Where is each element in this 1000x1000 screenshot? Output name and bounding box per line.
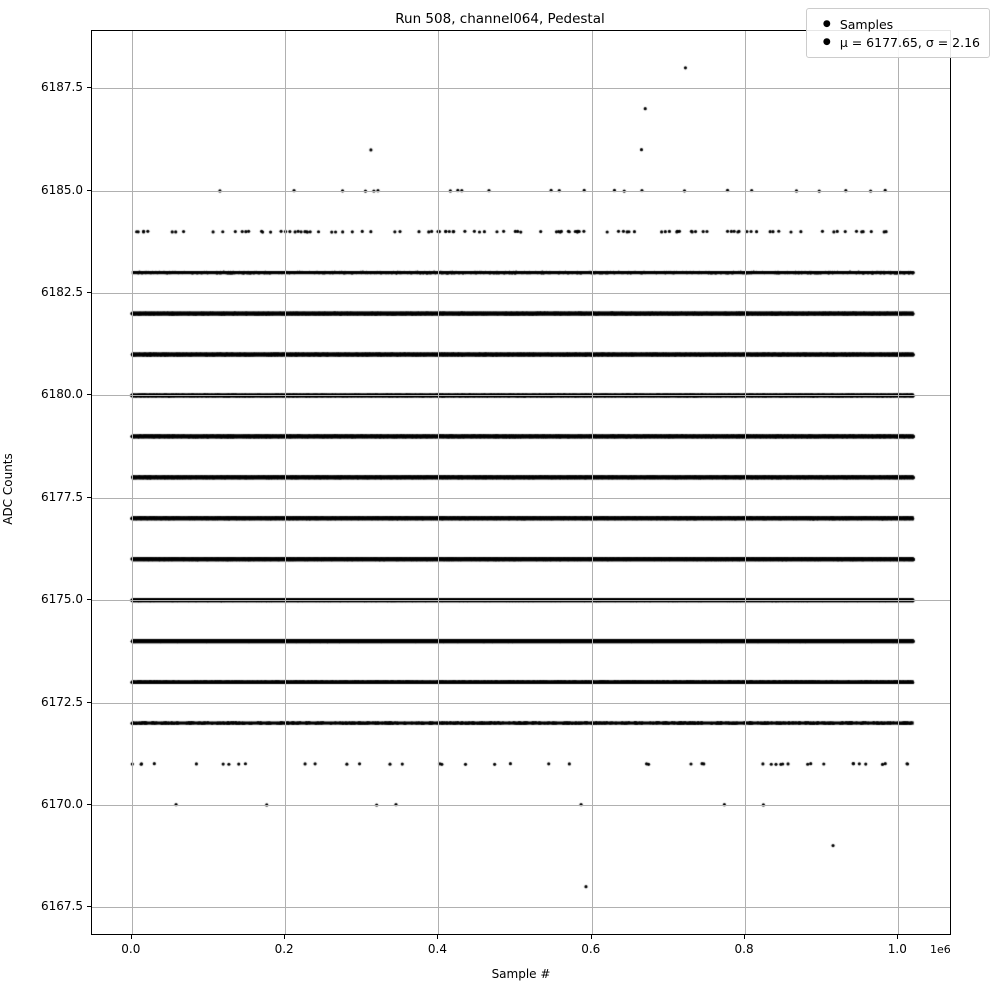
y-tick-label: 6175.0 — [41, 592, 83, 607]
y-tick-label: 6185.0 — [41, 182, 83, 197]
x-tick-label: 1.0 — [887, 942, 907, 956]
gridline-vertical — [898, 31, 899, 934]
x-tick-label: 0.0 — [121, 942, 141, 956]
legend-item-label: μ = 6177.65, σ = 2.16 — [839, 34, 980, 50]
y-tick-label: 6180.0 — [41, 387, 83, 402]
gridline-horizontal — [92, 805, 950, 806]
gridline-horizontal — [92, 293, 950, 294]
y-tick-label: 6167.5 — [41, 899, 83, 914]
point-marker-icon: ● — [822, 36, 831, 47]
x-tick-label: 0.4 — [427, 942, 447, 956]
gridline-vertical — [438, 31, 439, 934]
legend-item-label: Samples — [839, 16, 894, 32]
gridline-horizontal — [92, 703, 950, 704]
x-tick-label: 0.2 — [274, 942, 294, 956]
y-tick-mark — [87, 702, 91, 703]
x-axis-exponent-label: 1e6 — [930, 943, 951, 956]
gridline-vertical — [745, 31, 746, 934]
x-tick-label: 0.6 — [581, 942, 601, 956]
y-tick-mark — [87, 599, 91, 600]
y-tick-mark — [87, 394, 91, 395]
y-tick-mark — [87, 292, 91, 293]
y-axis-label: ADC Counts — [1, 453, 15, 525]
y-tick-label: 6187.5 — [41, 80, 83, 95]
legend-item-samples — [814, 15, 980, 33]
gridline-horizontal — [92, 395, 950, 396]
y-tick-label: 6177.5 — [41, 489, 83, 504]
gridline-vertical — [285, 31, 286, 934]
page-title: Run 508, channel064, Pedestal — [395, 11, 605, 27]
y-tick-mark — [87, 804, 91, 805]
gridline-horizontal — [92, 907, 950, 908]
gridline-horizontal — [92, 88, 950, 89]
gridline-vertical — [592, 31, 593, 934]
legend — [806, 8, 990, 58]
y-tick-mark — [87, 87, 91, 88]
gridline-horizontal — [92, 498, 950, 499]
plot-area — [91, 30, 951, 935]
x-tick-mark — [591, 935, 592, 939]
x-tick-mark — [437, 935, 438, 939]
x-tick-mark — [897, 935, 898, 939]
x-axis-label: Sample # — [491, 967, 551, 981]
x-tick-mark — [131, 935, 132, 939]
x-tick-mark — [284, 935, 285, 939]
y-tick-mark — [87, 906, 91, 907]
gridline-horizontal — [92, 600, 950, 601]
x-tick-label: 0.8 — [734, 942, 754, 956]
y-tick-label: 6182.5 — [41, 285, 83, 300]
scatter-plot-canvas — [92, 31, 951, 935]
y-tick-mark — [87, 497, 91, 498]
legend-item-stats — [814, 33, 980, 51]
gridline-vertical — [132, 31, 133, 934]
y-tick-mark — [87, 190, 91, 191]
y-tick-label: 6170.0 — [41, 796, 83, 811]
x-tick-mark — [744, 935, 745, 939]
gridline-horizontal — [92, 191, 950, 192]
point-marker-icon: ● — [822, 18, 831, 29]
y-tick-label: 6172.5 — [41, 694, 83, 709]
